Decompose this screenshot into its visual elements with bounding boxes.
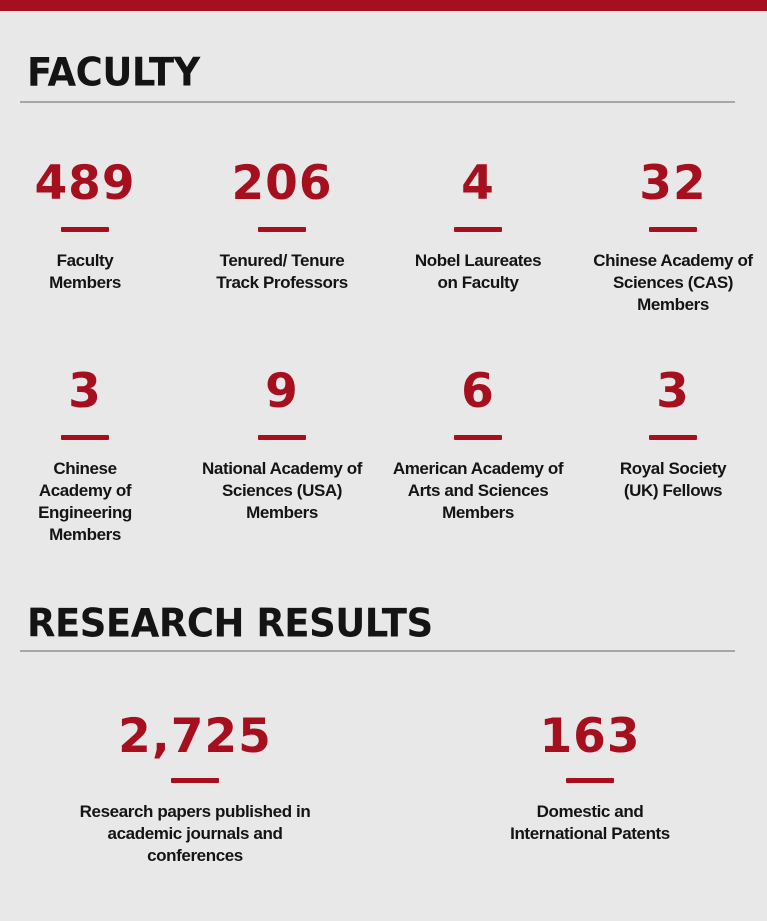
stat-label: Faculty Members <box>49 251 121 292</box>
stat-value: 9 <box>265 364 299 419</box>
stat-tenured-professors <box>192 156 372 294</box>
stat-label: Domestic and International Patents <box>510 802 670 843</box>
stat-label: American Academy of Arts and Sciences Members <box>392 459 564 522</box>
stat-value: 4 <box>461 156 495 211</box>
stat-value: 6 <box>461 364 495 419</box>
stat-dash <box>454 435 502 440</box>
research-divider <box>20 650 735 652</box>
top-accent-bar <box>0 0 767 11</box>
stat-value: 32 <box>639 156 707 211</box>
stat-dash <box>649 227 697 232</box>
stat-cae-members <box>10 364 160 546</box>
stat-dash <box>61 227 109 232</box>
stat-aaas-members <box>388 364 568 524</box>
stat-label: Research papers published in academic journals and conferences <box>79 802 311 865</box>
stat-value: 3 <box>68 364 102 419</box>
stat-label: Royal Society (UK) Fellows <box>619 459 727 500</box>
stat-dash <box>258 435 306 440</box>
stat-dash <box>454 227 502 232</box>
faculty-section-title: FACULTY <box>27 49 200 96</box>
stat-value: 3 <box>656 364 690 419</box>
stat-dash <box>171 778 219 783</box>
stat-label: Chinese Academy of Sciences (CAS) Members <box>593 251 753 314</box>
research-section-title: RESEARCH RESULTS <box>27 600 433 647</box>
stat-patents <box>480 709 700 845</box>
stat-value: 2,725 <box>118 709 272 764</box>
stat-label: Chinese Academy of Engineering Members <box>38 459 132 544</box>
stat-dash <box>61 435 109 440</box>
stat-label: Tenured/ Tenure Track Professors <box>216 251 348 292</box>
faculty-divider <box>20 101 735 103</box>
stat-research-papers <box>70 709 320 867</box>
stat-label: National Academy of Sciences (USA) Members <box>202 459 362 522</box>
stat-label: Nobel Laureates on Faculty <box>414 251 542 292</box>
stat-nas-members <box>192 364 372 524</box>
stat-nobel-laureates <box>393 156 563 294</box>
stat-value: 489 <box>34 156 136 211</box>
stat-value: 163 <box>539 709 641 764</box>
stat-value: 206 <box>231 156 333 211</box>
stat-dash <box>566 778 614 783</box>
stat-cas-members <box>578 156 767 316</box>
stat-dash <box>258 227 306 232</box>
stat-faculty-members <box>10 156 160 294</box>
stat-royal-society-fellows <box>578 364 767 502</box>
stat-dash <box>649 435 697 440</box>
